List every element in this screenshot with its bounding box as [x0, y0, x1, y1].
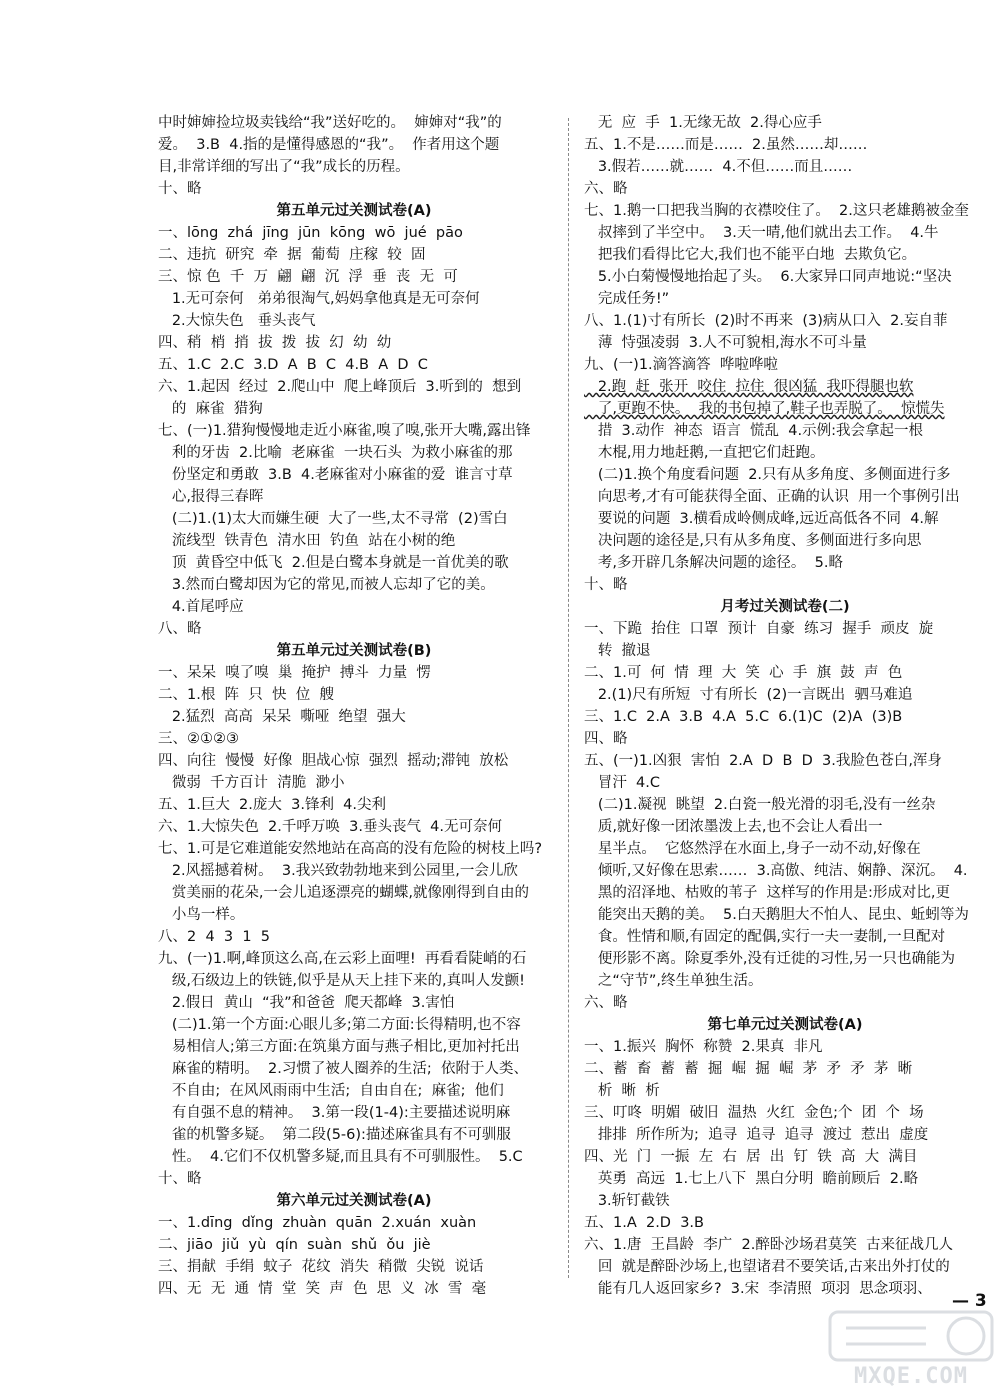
answer-text: 七、1.可是它难道能安然地站在高高的没有危险的树枝上吗?: [158, 841, 543, 857]
answer-line: [584, 530, 986, 552]
answer-text: 把我们看得比它大,我们也不能平白地 去欺负它。: [584, 247, 917, 263]
answer-text: 木棍,用力地赶鹅,一直把它们赶跑。: [584, 445, 825, 461]
answer-text: 十、略: [584, 577, 628, 593]
answer-text: 四、略: [584, 731, 628, 747]
answer-text: 第六单元过关测试卷(A): [276, 1193, 432, 1209]
answer-line: [158, 838, 550, 860]
answer-text: 叔摔到了半空中。 3.天一晴,他们就出去工作。 4.牛: [584, 225, 939, 241]
answer-text: 级,石级边上的铁链,似乎是从天上挂下来的,真叫人发颤!: [158, 973, 525, 989]
page-number: — 3: [952, 1291, 987, 1311]
answer-text: 八、略: [158, 621, 202, 637]
watermark-icon: [826, 1306, 996, 1366]
answer-text: 二、1.根 阵 只 快 位 艘: [158, 687, 334, 703]
answer-line: [584, 1058, 986, 1080]
answer-line: [158, 948, 550, 970]
answer-text: 3.斩钉截铁: [584, 1193, 670, 1209]
answer-text: 要说的问题 3.横看成岭侧成峰,远近高低各不同 4.解: [584, 511, 939, 527]
answer-line: [584, 772, 986, 794]
answer-line: [158, 1014, 550, 1036]
answer-line: [158, 750, 550, 772]
column-divider: [568, 118, 569, 1278]
answer-line: [584, 156, 986, 178]
answer-line: [158, 486, 550, 508]
answer-text: 五、1.巨大 2.庞大 3.锋利 4.尖利: [158, 797, 386, 813]
answer-line: [158, 860, 550, 882]
answer-text: 三、捐献 手绢 蚊子 花纹 消失 稍微 尖锐 说话: [158, 1259, 484, 1275]
section-heading: [158, 200, 550, 222]
answer-text: 了,更跑不快。 我的书包掉了,鞋子也弄脱了。 惊慌失: [584, 401, 945, 417]
answer-line: [158, 1058, 550, 1080]
answer-text: 二、违抗 研究 牵 据 葡萄 庄稼 较 固: [158, 247, 426, 263]
answer-text: 3.假若……就…… 4.不但……而且……: [584, 159, 853, 175]
answer-text: 五、1.A 2.D 3.B: [584, 1215, 704, 1231]
answer-text: 一、lōng zhá jīng jūn kōng wō jué pāo: [158, 225, 463, 241]
answer-line: [158, 398, 550, 420]
answer-text: 九、(一)1.啊,峰顶这么高,在云彩上面哩! 再看看陡峭的石: [158, 951, 527, 967]
answer-text: 四、光 门 一振 左 右 居 出 钉 铁 高 大 满目: [584, 1149, 918, 1165]
answer-line: [584, 860, 986, 882]
section-heading: [158, 1190, 550, 1212]
answer-line: [158, 288, 550, 310]
answer-text: 完成任务!”: [584, 291, 670, 307]
answer-line: [158, 222, 550, 244]
answer-text: 六、1.唐 王昌龄 李广 2.醉卧沙场君莫笑 古来征战几人: [584, 1237, 954, 1253]
answer-line: [584, 354, 986, 376]
answer-line: [158, 772, 550, 794]
answer-text: 冒汗 4.C: [584, 775, 661, 791]
answer-text: 易相信人;第三方面:在筑巢方面与燕子相比,更加衬托出: [158, 1039, 520, 1055]
answer-line: [584, 222, 986, 244]
answer-line: [158, 1124, 550, 1146]
answer-text: 1.无可奈何 弟弟很淘气,妈妈拿他真是无可奈何: [158, 291, 480, 307]
answer-line: [158, 992, 550, 1014]
answer-text: 2.(1)尺有所短 寸有所长 (2)一言既出 驷马难追: [584, 687, 913, 703]
answer-text: 质,就好像一团浓墨泼上去,也不会让人看出一: [584, 819, 883, 835]
answer-text: 一、1.dīng dǐng zhuàn quān 2.xuán xuàn: [158, 1215, 477, 1231]
answer-text: 中时婶婶捡垃圾卖钱给“我”送好吃的。 婶婶对“我”的: [158, 115, 502, 131]
answer-text: 第五单元过关测试卷(A): [276, 203, 432, 219]
answer-text: 2.假日 黄山 “我”和爸爸 爬天都峰 3.害怕: [158, 995, 455, 1011]
answer-text: 三、②①②③: [158, 731, 239, 747]
answer-text: (二)1.第一个方面:心眼儿多;第二方面:长得精明,也不容: [158, 1017, 521, 1033]
answer-line: [158, 178, 550, 200]
answer-text: 便形影不离。除夏季外,没有迁徙的习性,另一只也确能为: [584, 951, 956, 967]
section-heading: [584, 596, 986, 618]
answer-text: 小鸟一样。: [158, 907, 245, 923]
answer-text: 能有几人返回家乡? 3.宋 李清照 项羽 思念项羽、: [584, 1281, 932, 1297]
answer-line: [584, 376, 986, 398]
answer-text: 三、惊 色 千 万 翩 翩 沉 浮 垂 丧 无 可: [158, 269, 458, 285]
answer-line: [158, 1234, 550, 1256]
answer-line: [158, 1102, 550, 1124]
answer-text: 向思考,才有可能获得全面、正确的认识 用一个事例引出: [584, 489, 960, 505]
answer-text: 九、(一)1.滴答滴答 哗啦哗啦: [584, 357, 778, 373]
answer-text: 一、下跪 抬住 口罩 预计 自豪 练习 握手 顽皮 旋: [584, 621, 934, 637]
answer-text: 有自强不息的精神。 3.第一段(1-4):主要描述说明麻: [158, 1105, 511, 1121]
answer-line: [584, 618, 986, 640]
answer-text: 流线型 铁青色 清水田 钓鱼 站在小树的绝: [158, 533, 456, 549]
answer-line: [584, 794, 986, 816]
answer-line: [158, 530, 550, 552]
answer-line: [158, 266, 550, 288]
answer-text: 2.大惊失色 垂头丧气: [158, 313, 316, 329]
answer-text: 第七单元过关测试卷(A): [707, 1017, 863, 1033]
answer-line: [158, 926, 550, 948]
answer-line: [158, 1036, 550, 1058]
answer-line: [584, 288, 986, 310]
answer-line: [584, 816, 986, 838]
answer-line: [158, 354, 550, 376]
answer-text: 五、1.C 2.C 3.D A B C 4.B A D C: [158, 357, 428, 373]
answer-text: 2.风摇撼着树。 3.我兴致勃勃地来到公园里,一会儿欣: [158, 863, 518, 879]
answer-line: [584, 1146, 986, 1168]
answer-text: 微弱 千方百计 清脆 渺小: [158, 775, 345, 791]
answer-text: 析 晰 析: [584, 1083, 660, 1099]
answer-text: 一、1.振兴 胸怀 称赞 2.果真 非凡: [584, 1039, 823, 1055]
answer-text: 决问题的途径是,只有从多角度、多侧面进行多向思: [584, 533, 922, 549]
answer-text: 星半点。 它悠然浮在水面上,身子一动不动,好像在: [584, 841, 921, 857]
answer-line: [584, 1278, 986, 1300]
answer-text: 无 应 手 1.无缘无故 2.得心应手: [584, 115, 822, 131]
answer-text: 3.然而白鹭却因为它的常见,而被人忘却了它的美。: [158, 577, 495, 593]
answer-line: [158, 662, 550, 684]
left-column: [158, 112, 550, 1300]
answer-text: 食。性情和顺,有固定的配偶,实行一夫一妻制,一旦配对: [584, 929, 946, 945]
answer-line: [584, 838, 986, 860]
answer-line: [584, 420, 986, 442]
answer-line: [584, 178, 986, 200]
answer-line: [158, 376, 550, 398]
answer-text: 2.跑 赶 张开 咬住 拉住 很凶猛 我吓得腿也软: [584, 379, 914, 395]
answer-text: 月考过关测试卷(二): [720, 599, 850, 615]
answer-line: [158, 596, 550, 618]
answer-line: [158, 706, 550, 728]
answer-line: [584, 552, 986, 574]
answer-line: [158, 904, 550, 926]
answer-text: 一、呆呆 嗅了嗅 巢 掩护 搏斗 力量 愣: [158, 665, 431, 681]
watermark-text: MXQE.COM: [854, 1364, 968, 1389]
answer-text: 七、(一)1.猎狗慢慢地走近小麻雀,嗅了嗅,张开大嘴,露出锋: [158, 423, 531, 439]
answer-line: [158, 464, 550, 486]
answer-line: [584, 266, 986, 288]
answer-line: [584, 134, 986, 156]
answer-text: 目,非常详细的写出了“我”成长的历程。: [158, 159, 410, 175]
answer-line: [584, 310, 986, 332]
answer-text: 麻雀的精明。 2.习惯了被人圈养的生活; 依附于人类、: [158, 1061, 528, 1077]
answer-line: [584, 970, 986, 992]
answer-line: [584, 1168, 986, 1190]
answer-line: [158, 134, 550, 156]
answer-text: (二)1.凝视 眺望 2.白瓷一般光滑的羽毛,没有一丝杂: [584, 797, 936, 813]
answer-line: [584, 1256, 986, 1278]
section-heading: [158, 640, 550, 662]
answer-line: [158, 1146, 550, 1168]
answer-line: [584, 112, 986, 134]
answer-line: [584, 1190, 986, 1212]
answer-text: 雀的机警多疑。 第二段(5-6):描述麻雀具有不可驯服: [158, 1127, 511, 1143]
answer-text: 六、略: [584, 995, 628, 1011]
answer-text: 考,多开辟几条解决问题的途径。 5.略: [584, 555, 843, 571]
answer-line: [158, 310, 550, 332]
answer-line: [584, 1080, 986, 1102]
answer-line: [158, 970, 550, 992]
answer-text: 四、稍 梢 捎 拔 拨 拔 幻 幼 幼: [158, 335, 392, 351]
answer-line: [158, 552, 550, 574]
answer-text: 回 就是醉卧沙场上,也望诸君不要笑话,古来出外打仗的: [584, 1259, 950, 1275]
answer-text: 十、略: [158, 181, 202, 197]
answer-text: 五、(一)1.凶狠 害怕 2.A D B D 3.我脸色苍白,浑身: [584, 753, 942, 769]
answer-line: [158, 442, 550, 464]
answer-text: 七、1.鹅一口把我当胸的衣襟咬住了。 2.这只老雄鹅被金奎: [584, 203, 969, 219]
answer-text: 性。 4.它们不仅机警多疑,而且具有不可驯服性。 5.C: [158, 1149, 523, 1165]
answer-text: 心,报得三春晖: [158, 489, 264, 505]
answer-text: 六、略: [584, 181, 628, 197]
answer-line: [158, 332, 550, 354]
answer-line: [584, 244, 986, 266]
answer-line: [158, 794, 550, 816]
answer-text: 二、1.可 何 情 理 大 笑 心 手 旗 鼓 声 色: [584, 665, 903, 681]
answer-line: [158, 728, 550, 750]
answer-line: [584, 992, 986, 1014]
answer-text: 十、略: [158, 1171, 202, 1187]
answer-text: 五、1.不是……而是…… 2.虽然……却……: [584, 137, 868, 153]
answer-line: [584, 464, 986, 486]
answer-line: [158, 1080, 550, 1102]
answer-text: 2.猛烈 高高 呆呆 嘶哑 绝望 强大: [158, 709, 406, 725]
answer-line: [584, 1036, 986, 1058]
answer-text: 八、1.(1)寸有所长 (2)时不再来 (3)病从口入 2.妄自菲: [584, 313, 948, 329]
section-heading: [584, 1014, 986, 1036]
answer-line: [158, 574, 550, 596]
answer-line: [584, 706, 986, 728]
answer-text: 八、2 4 3 1 5: [158, 929, 270, 945]
answer-text: 四、无 无 通 情 堂 笑 声 色 思 义 冰 雪 毫: [158, 1281, 487, 1297]
answer-text: (二)1.换个角度看问题 2.只有从多角度、多侧面进行多: [584, 467, 951, 483]
answer-text: 第五单元过关测试卷(B): [276, 643, 432, 659]
answer-line: [584, 662, 986, 684]
answer-text: 措 3.动作 神态 语言 慌乱 4.示例:我会拿起一根: [584, 423, 923, 439]
answer-line: [584, 882, 986, 904]
answer-text: 二、jiāo jiǔ yù qín suàn shǔ ǒu jiè: [158, 1237, 431, 1253]
answer-text: 不自由; 在风风雨雨中生活; 自由自在; 麻雀; 他们: [158, 1083, 504, 1099]
answer-line: [584, 574, 986, 596]
answer-text: 六、1.大惊失色 2.千呼万唤 3.垂头丧气 4.无可奈何: [158, 819, 502, 835]
answer-text: 三、叮咚 明媚 破旧 温热 火红 金色;个 团 个 场: [584, 1105, 924, 1121]
answer-line: [158, 420, 550, 442]
answer-text: 排排 所作所为; 追寻 追寻 追寻 渡过 惹出 虚度: [584, 1127, 929, 1143]
answer-line: [584, 1124, 986, 1146]
answer-text: 转 撤退: [584, 643, 651, 659]
answer-text: 黑的沼泽地、枯败的苇子 这样写的作用是:形成对比,更: [584, 885, 951, 901]
answer-line: [584, 640, 986, 662]
watermark-logo: [826, 1306, 996, 1396]
answer-text: 4.首尾呼应: [158, 599, 244, 615]
answer-text: 英勇 高远 1.七上八下 黑白分明 瞻前顾后 2.略: [584, 1171, 919, 1187]
answer-text: 的 麻雀 猎狗: [158, 401, 263, 417]
answer-line: [158, 112, 550, 134]
answer-line: [158, 244, 550, 266]
answer-line: [584, 904, 986, 926]
answer-text: 二、蓄 畜 蓄 蓄 掘 崛 掘 崛 茅 矛 矛 茅 晰: [584, 1061, 913, 1077]
answer-line: [158, 882, 550, 904]
answer-text: 5.小白菊慢慢地抬起了头。 6.大家异口同声地说:“坚决: [584, 269, 952, 285]
answer-line: [584, 728, 986, 750]
answer-text: (二)1.(1)太大而嫌生硬 大了一些,太不寻常 (2)雪白: [158, 511, 508, 527]
answer-line: [158, 1168, 550, 1190]
answer-text: 薄 恃强凌弱 3.人不可貌相,海水不可斗量: [584, 335, 867, 351]
answer-line: [584, 684, 986, 706]
answer-line: [584, 398, 986, 420]
answer-line: [158, 1278, 550, 1300]
answer-text: 能突出天鹅的美。 5.白天鹅胆大不怕人、昆虫、蚯蚓等为: [584, 907, 969, 923]
answer-line: [584, 486, 986, 508]
answer-line: [158, 816, 550, 838]
answer-line: [158, 508, 550, 530]
answer-line: [584, 1102, 986, 1124]
answer-text: 倾听,又好像在思索…… 3.高傲、纯洁、娴静、深沉。 4.: [584, 863, 968, 879]
answer-text: 份坚定和勇敢 3.B 4.老麻雀对小麻雀的爱 谁言寸草: [158, 467, 513, 483]
answer-line: [584, 1234, 986, 1256]
answer-text: 利的牙齿 2.比喻 老麻雀 一块石头 为救小麻雀的那: [158, 445, 513, 461]
answer-line: [158, 618, 550, 640]
answer-line: [158, 1256, 550, 1278]
answer-line: [584, 508, 986, 530]
answer-line: [584, 1212, 986, 1234]
answer-line: [158, 156, 550, 178]
answer-line: [158, 1212, 550, 1234]
answer-line: [584, 750, 986, 772]
answer-text: 之“守节”,终生单独生活。: [584, 973, 763, 989]
answer-line: [158, 684, 550, 706]
answer-line: [584, 926, 986, 948]
answer-line: [584, 332, 986, 354]
answer-line: [584, 442, 986, 464]
right-column: [584, 112, 986, 1300]
answer-text: 三、1.C 2.A 3.B 4.A 5.C 6.(1)C (2)A (3)B: [584, 709, 903, 725]
answer-text: 赏美丽的花朵,一会儿追逐漂亮的蝴蝶,就像刚得到自由的: [158, 885, 530, 901]
answer-line: [584, 948, 986, 970]
answer-line: [584, 200, 986, 222]
answer-text: 爱。 3.B 4.指的是懂得感恩的“我”。 作者用这个题: [158, 137, 500, 153]
answer-text: 四、向往 慢慢 好像 胆战心惊 强烈 摇动;滞钝 放松: [158, 753, 509, 769]
answer-text: 六、1.起因 经过 2.爬山中 爬上峰顶后 3.听到的 想到: [158, 379, 522, 395]
answer-text: 顶 黄昏空中低飞 2.但是白鹭本身就是一首优美的歌: [158, 555, 509, 571]
